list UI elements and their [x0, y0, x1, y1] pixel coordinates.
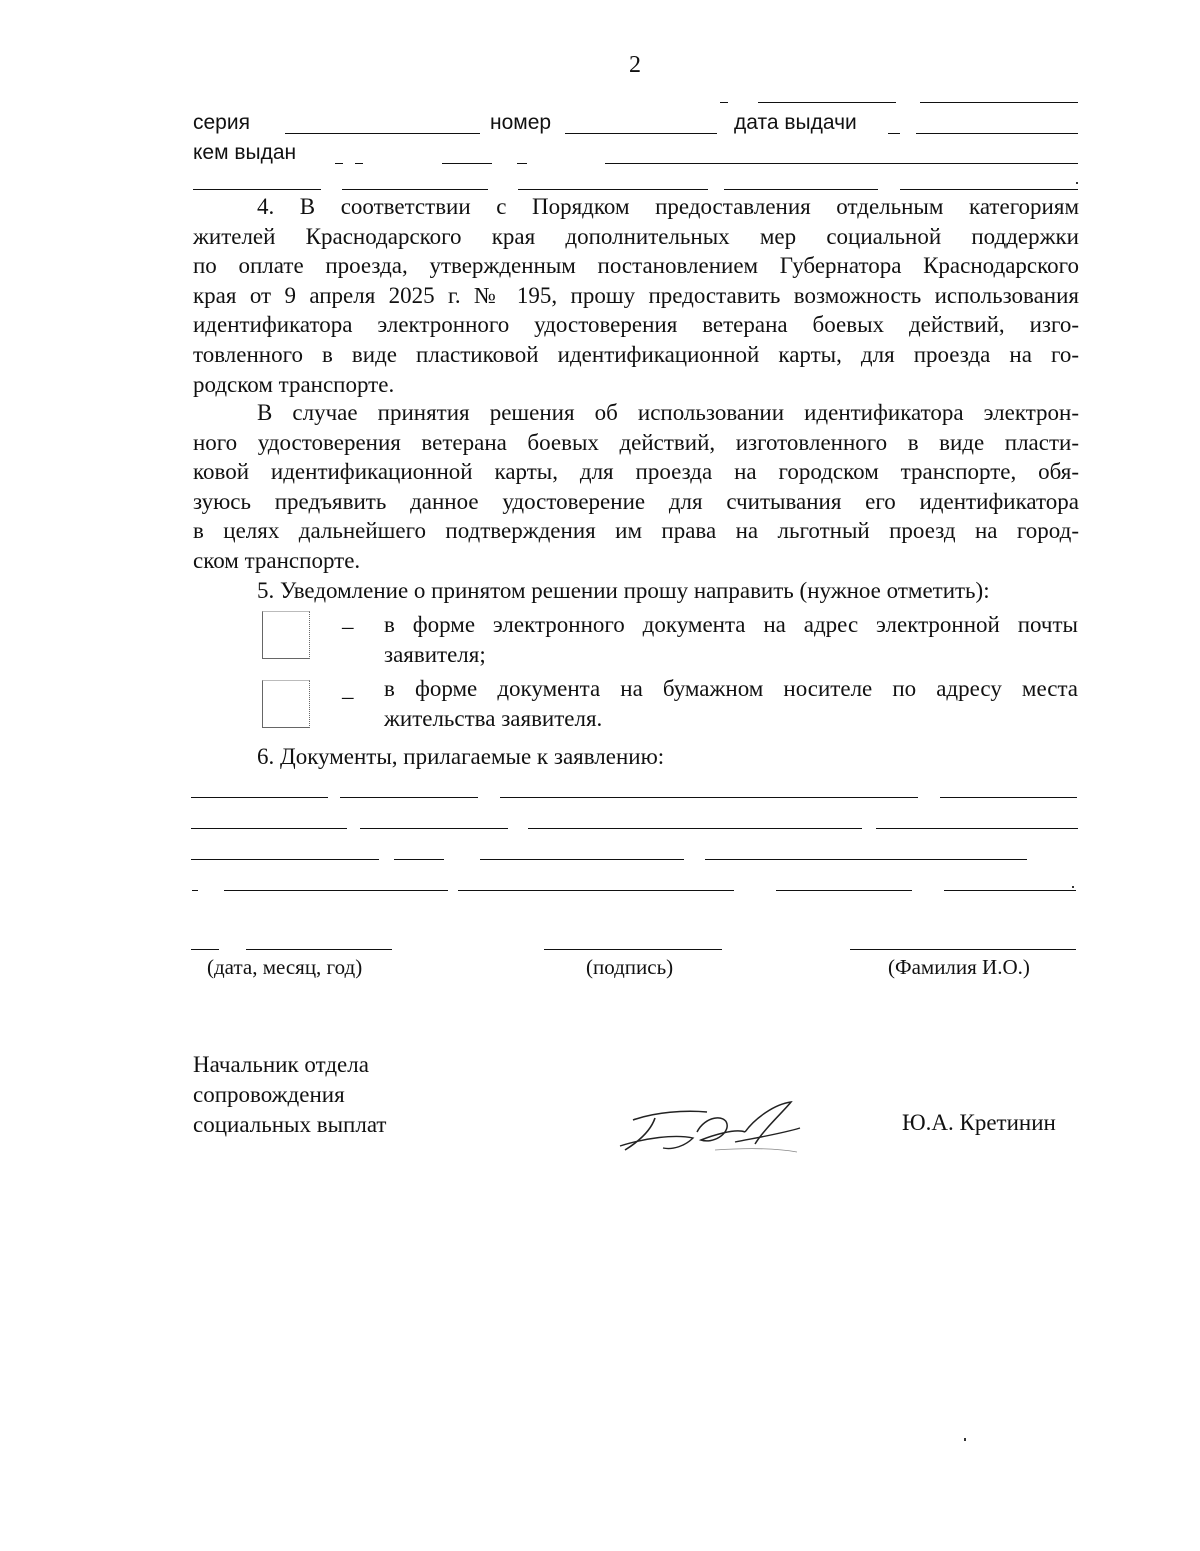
option-text: в форме документа на бумажном носителе по адресу места: [384, 676, 1078, 701]
paper-notification-checkbox[interactable]: [262, 680, 310, 728]
obligation-line: ного удостоверения ветерана боевых действий, изготовленного в виде пласти-: [193, 429, 1079, 455]
attachments-line[interactable]: [528, 828, 862, 829]
attachments-line[interactable]: [480, 859, 684, 860]
issued-by-field-line-e[interactable]: [605, 163, 1078, 164]
issue-date-field-line-b[interactable]: [916, 133, 1078, 134]
obligation-line: В случае принятия решения об использовании идентификатора электрон-: [257, 400, 1079, 425]
item4-paragraph: [193, 192, 1079, 399]
attachments-line[interactable]: [776, 890, 912, 891]
attachments-line[interactable]: [191, 828, 347, 829]
option-dash: –: [342, 684, 354, 709]
attachments-line[interactable]: [192, 890, 198, 891]
attachments-line[interactable]: [705, 859, 1027, 860]
issued-by-field-line-b[interactable]: [355, 163, 363, 164]
scan-speck: [1072, 886, 1074, 888]
obligation-line: в целях дальнейшего подтверждения им права на льготный проезд на город-: [193, 518, 1079, 544]
issued-by-field-line-c[interactable]: [442, 163, 492, 164]
item5-heading: 5. Уведомление о принятом решении прошу направить (нужное отметить):: [257, 578, 990, 603]
date-line-b[interactable]: [246, 949, 392, 950]
issued-by-continuation-line[interactable]: [900, 189, 1078, 190]
attachments-line[interactable]: [340, 797, 478, 798]
scan-speck: [964, 1438, 966, 1441]
issued-by-label: кем выдан: [193, 141, 297, 164]
series-field-line[interactable]: [285, 133, 480, 134]
item4-line: края от 9 апреля 2025 г. № 195, прошу предоставить возможность использования: [193, 282, 1079, 308]
attachments-line[interactable]: [191, 859, 379, 860]
option-text: заявителя;: [384, 641, 486, 667]
approver-title-line: Начальник отдела: [193, 1052, 369, 1077]
rule-fragment: [758, 102, 896, 103]
signature-caption: (подпись): [586, 955, 674, 979]
handwritten-signature: [615, 1098, 805, 1158]
option-dash: –: [342, 614, 354, 639]
attachments-line[interactable]: [500, 797, 918, 798]
attachments-line[interactable]: [944, 890, 1076, 891]
approver-title: [193, 1050, 386, 1140]
obligation-line: ском транспорте.: [193, 547, 361, 573]
attachments-line[interactable]: [940, 797, 1077, 798]
item4-line: по оплате проезда, утвержденным постановлением Губернатора Краснодарского: [193, 253, 1079, 279]
item4-line: идентификатора электронного удостоверения ветерана боевых действий, изго-: [193, 312, 1079, 338]
item4-line: товленного в виде пластиковой идентификационной карты, для проезда на го-: [193, 341, 1079, 367]
rule-fragment: [720, 102, 728, 103]
obligation-line: зуюсь предъявить данное удостоверение для считывания его идентификатора: [193, 488, 1079, 514]
issued-by-continuation-line[interactable]: [193, 189, 321, 190]
signature-line[interactable]: [544, 949, 722, 950]
issue-date-label: дата выдачи: [734, 111, 857, 134]
date-line-a[interactable]: [191, 949, 219, 950]
issued-by-field-line-d[interactable]: [517, 163, 527, 164]
item6-heading: 6. Документы, прилагаемые к заявлению:: [257, 744, 665, 769]
attachments-line[interactable]: [394, 859, 444, 860]
obligation-line: ковой идентификационной карты, для проезда на городском транспорте, обя-: [193, 459, 1079, 485]
rule-fragment: [920, 102, 1078, 103]
issued-by-continuation-line[interactable]: [342, 189, 488, 190]
number-label: номер: [490, 111, 552, 134]
issued-by-field-line-a[interactable]: [335, 163, 343, 164]
option-text: в форме электронного документа на адрес электронной почты: [384, 612, 1078, 637]
name-line[interactable]: [850, 949, 1076, 950]
item4-line: родском транспорте.: [193, 371, 395, 397]
approver-title-line: сопровождения: [193, 1082, 345, 1107]
issue-date-field-line-a[interactable]: [888, 133, 900, 134]
issued-by-continuation-line[interactable]: [518, 189, 708, 190]
scan-speck: [1076, 182, 1078, 184]
email-notification-option: [384, 610, 1078, 669]
attachments-line[interactable]: [191, 797, 328, 798]
attachments-line[interactable]: [360, 828, 508, 829]
attachments-line[interactable]: [224, 890, 448, 891]
approver-name: Ю.А. Кретинин: [902, 1110, 1056, 1135]
number-field-line[interactable]: [565, 133, 717, 134]
approver-title-line: социальных выплат: [193, 1112, 387, 1137]
series-label: серия: [193, 111, 250, 134]
date-caption: (дата, месяц, год): [207, 955, 363, 979]
page-number: 2: [629, 52, 641, 78]
option-text: жительства заявителя.: [384, 705, 603, 731]
issued-by-continuation-line[interactable]: [724, 189, 878, 190]
paper-notification-option: [384, 674, 1078, 733]
item4-line: 4. В соответствии с Порядком предоставления отдельным категориям: [257, 194, 1079, 219]
item4-line: жителей Краснодарского края дополнительных мер социальной поддержки: [193, 223, 1079, 249]
email-notification-checkbox[interactable]: [262, 611, 310, 659]
name-caption: (Фамилия И.О.): [888, 955, 1030, 979]
attachments-line[interactable]: [876, 828, 1078, 829]
item4-obligation-paragraph: [193, 398, 1079, 576]
attachments-line[interactable]: [458, 890, 734, 891]
